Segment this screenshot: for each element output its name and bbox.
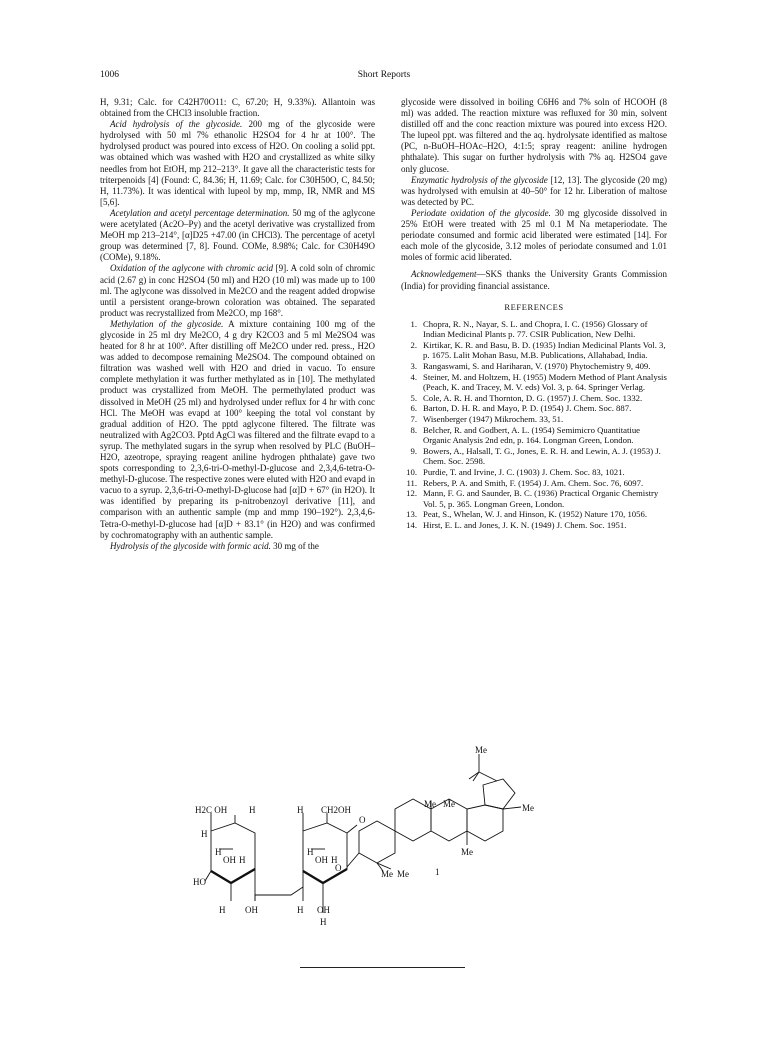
reference-number: 6. (410, 403, 417, 414)
reference-text: Chopra, R. N., Nayar, S. L. and Chopra, I. C. (1956) Glossary of Indian Medicinal Plants p. 77. CSIR Publication, New Delhi. (423, 318, 648, 340)
page-number: 1006 (100, 70, 119, 80)
reference-number: 2. (410, 339, 417, 350)
left-column (100, 97, 375, 552)
reference-number: 9. (410, 445, 417, 456)
reference-item (401, 520, 667, 531)
reference-number: 10. (406, 467, 417, 477)
reference-item (401, 467, 667, 478)
sugar2-h-top-label: H (297, 805, 304, 815)
sugar2-h-left-label: H (307, 847, 314, 857)
right-paragraphs (401, 97, 667, 263)
references-list (401, 319, 667, 531)
reference-text: Cole, A. R. H. and Thornton, D. G. (1957) J. Chem. Soc. 1332. (423, 392, 643, 403)
right-paragraph (401, 208, 667, 263)
left-paragraph (100, 319, 375, 541)
reference-number: 12. (406, 488, 417, 499)
paragraph-text: [9]. A cold soln of chromic acid (2.67 g) in conc H2SO4 (50 ml) and H2O (10 ml) was made up to 100 ml. The aglycone was dissolved in Me2CO and the reagent added dropwise until a persistent orange-brown coloration was obtained. The separated product was recrystallized from Me2CO, mp 168°. (100, 263, 375, 318)
reference-text: Bowers, A., Halsall, T. G., Jones, E. R. H. and Lewin, A. J. (1953) J. Chem. Soc. 2598. (423, 445, 661, 467)
reference-text: Mann, F. G. and Saunder, B. C. (1936) Practical Organic Chemistry Vol. 5, p. 365. Longman Green, London. (423, 488, 659, 509)
acknowledgement-label: Acknowledgement (411, 269, 477, 280)
reference-item (401, 403, 667, 414)
reference-item (401, 446, 667, 467)
left-paragraphs (100, 97, 375, 552)
reference-item (401, 393, 667, 404)
right-paragraph (401, 97, 667, 175)
sugar1-oh-mid-label: OH (223, 855, 236, 865)
reference-item (401, 414, 667, 425)
ring-oxygen-label: O (359, 815, 366, 825)
sugar1-h-left-label: H (201, 829, 208, 839)
reference-text: Hirst, E. L. and Jones, J. K. N. (1949) J. Chem. Soc. 1951. (423, 519, 627, 530)
me-gem-label-1: Me (381, 869, 393, 879)
reference-item (401, 509, 667, 520)
references-title: REFERENCES (504, 301, 564, 312)
sugar2-oh-bottom-label: OH (317, 905, 330, 915)
paragraph-text: 200 mg of the glycoside were hydrolysed with 50 ml 7% ethanolic H2SO4 for 4 hr at 100°. The hydrolysed product was poured into excess of H2O. On cooling a solid ppt. was obtained which was washed with H2O and crystallized as white silky needles from hot EtOH, mp 212–213°. It gave all the characteristic tests for triterpenoids [4] (Found: C, 84.36; H, 11.69; Calc. for C30H50O, C, 84.50; H, 11.73%). It was identical with lupeol by mp, mmp, IR, NMR and MS [5,6]. (100, 119, 375, 207)
paragraph-text: glycoside were dissolved in boiling C6H6 and 7% soln of HCOOH (8 ml) was added. The reaction mixture was refluxed for 30 min, solvent distilled off and the conc reaction mixture was poured into excess H2O. The lupeol ppt. was filtered and the aq. hydrolysate identified as maltose (PC, n-BuOH–HOAc–H2O, 4:1:5; spray reagent: aniline hydrogen phthalate). This sugar on further hydrolysis with 7% aq. H2SO4 gave only glucose. (401, 97, 667, 174)
reference-text: Rebers, P. A. and Smith, F. (1954) J. Am. Chem. Soc. 76, 6097. (423, 477, 644, 488)
reference-text: Peat, S., Whelan, W. J. and Hinson, K. (1952) Nature 170, 1056. (423, 509, 647, 520)
reference-text: Purdie, T. and Irvine, J. C. (1903) J. Chem. Soc. 83, 1021. (423, 467, 625, 477)
section-heading: Enzymatic hydrolysis of the glycoside (411, 174, 548, 185)
acknowledgement (401, 269, 667, 291)
me-right-label: Me (522, 803, 534, 813)
reference-text: Rangaswami, S. and Hariharan, V. (1970) Phytochemistry 9, 409. (423, 361, 651, 372)
sugar1-h-top-label: H (249, 805, 256, 815)
right-column (401, 97, 667, 531)
me-label-2: Me (443, 799, 455, 809)
reference-item (401, 488, 667, 509)
section-heading: Methylation of the glycoside. (110, 318, 224, 329)
reference-number: 4. (410, 371, 417, 382)
sugar2-h-mid-label: H (331, 855, 338, 865)
reference-text: Steiner, M. and Holtzem, H. (1955) Modern Method of Plant Analysis (Peach, K. and Tracey, M. V. eds) Vol. 3, p. 64. Springer Verlag. (423, 371, 667, 393)
sugar1-oh-bottom-label: OH (245, 905, 258, 915)
footer-rule (300, 967, 465, 968)
chemical-structure (195, 745, 595, 930)
reference-item (401, 361, 667, 372)
section-heading: Hydrolysis of the glycoside with formic acid. (110, 540, 271, 551)
sugar2-h-bottom-label: H (297, 905, 304, 915)
left-paragraph (100, 208, 375, 263)
sugar2-oh-mid-label: OH (315, 855, 328, 865)
reference-text: Belcher, R. and Godbert, A. L. (1954) Semimicro Quantitatiue Organic Analysis 2nd edn, p. 164. Longman Green, London. (423, 424, 641, 446)
me-bottom-label: Me (461, 847, 473, 857)
reference-item (401, 372, 667, 393)
reference-number: 5. (410, 392, 417, 403)
sugar1-ch2oh-label: H2C OH (195, 805, 228, 815)
sugar1-ho-label: HO (193, 877, 206, 887)
left-paragraph (100, 263, 375, 318)
paragraph-text: 50 mg of the aglycone were acetylated (Ac2O–Py) and the acetyl derivative was crystallized from MeOH mp 213–214°, [α]D25 +47.00 (in CHCl3). The percentage of acetyl group was determined [7, 8]. Found. COMe, 8.98%; Calc. for C30H49O (COMe), 9.18%. (100, 207, 375, 263)
me-top-label: Me (475, 745, 487, 755)
reference-number: 8. (410, 424, 417, 435)
paragraph-text: H, 9.31; Calc. for C42H70O11: C, 67.20; H, 9.33%). Allantoin was obtained from the CHCl3 insoluble fraction. (100, 97, 375, 119)
sugar1-h-bottom-label: H (219, 905, 226, 915)
sugar1-h-in-label: H (215, 847, 222, 857)
left-paragraph (100, 119, 375, 208)
reference-item (401, 478, 667, 489)
me-label-1: Me (424, 799, 436, 809)
sugar2-ch2oh-label: CH2OH (321, 805, 352, 815)
sugar2-h-terminal-label: H (320, 917, 327, 927)
ring-oxygen-sugar-label: O (335, 863, 342, 873)
reference-item (401, 425, 667, 446)
left-paragraph (100, 541, 375, 552)
reference-number: 13. (406, 509, 417, 520)
reference-text: Kirtikar, K. R. and Basu, B. D. (1935) Indian Medicinal Plants Vol. 3, p. 1675. Lalit Mohan Basu, M.B. Publications, Allahabad, India. (423, 339, 666, 361)
section-heading: Acid hydrolysis of the glycoside. (110, 119, 243, 130)
section-heading: Periodate oxidation of the glycoside. (411, 207, 551, 218)
compound-number: 1 (435, 867, 440, 877)
paragraph-text: A mixture containing 100 mg of the glycoside in 25 ml dry Me2CO, 4 g dry K2CO3 and 5 ml Me2SO4 was heated for 8 hr at 100°. After distilling off Me2CO under red. press., H2O was added to decompose remaining Me2SO4. The compound obtained on filtration was washed well with H2O and dried in vacuo. To ensure complete methylation it was further methylated as in [10]. The methylated product was crystallized from MeOH. The permethylated product was dissolved in MeOH (25 ml) and hydrolysed under reflux for 4 hr with conc HCl. The MeOH was evapd at 100° keeping the total vol constant by gradual addition of H2O. The pptd aglycone filtered. The filtrate was neutralized with Ag2CO3. Pptd AgCl was filtered and the filtrate evapd to a syrup. The methylated sugars in the syrup when resolved by PLC (BuOH–H2O, azeotrope, spraying reagent aniline hydrogen phthalate) gave two spots corresponding to 2,3,6-tri-O-methyl-D-glucose and 2,3,4,6-tetra-O-methyl-D-glucose. The respective zones were eluted with H2O and evapd in vacuo to a syrup. 2,3,6-tri-O-methyl-D-glucose had [α]D + 67° (in H2O). It was identified by preparing its p-nitrobenzoyl derivative [11], and comparison with an authentic sample (mp and mmp 190–192°). 2,3,4,6-Tetra-O-methyl-D-glucose had [α]D + 83.1° (in H2O) and was confirmed by cochromatography with an authentic sample. (100, 318, 375, 540)
me-gem-label-2: Me (397, 869, 409, 879)
reference-number: 1. (410, 318, 417, 329)
reference-item (401, 319, 667, 340)
reference-item (401, 340, 667, 361)
paragraph-text: 30 mg glycoside dissolved in 25% EtOH were treated with 25 ml 0.1 M Na metaperiodate. The periodate consumed and formic acid liberated were estimated [14]. For each mole of the glycoside, 3.12 moles of periodate consumed and 1.01 moles of formic acid liberated. (401, 207, 667, 263)
page-header (100, 70, 668, 84)
section-heading: Oxidation of the aglycone with chromic acid (110, 263, 273, 274)
reference-number: 7. (410, 414, 417, 425)
section-heading: Acetylation and acetyl percentage determination. (110, 207, 290, 218)
reference-number: 3. (410, 361, 417, 372)
right-paragraph (401, 175, 667, 208)
reference-text: Barton, D. H. R. and Mayo, P. D. (1954) J. Chem. Soc. 887. (423, 403, 632, 414)
left-paragraph (100, 97, 375, 119)
reference-number: 11. (406, 477, 417, 488)
paragraph-text: 30 mg of the (270, 540, 319, 551)
sugar1-h-mid-label: H (239, 855, 246, 865)
acknowledgement-text: —SKS thanks the University Grants Commission (India) for providing financial assistance. (401, 269, 667, 291)
paragraph-text: [12, 13]. The glycoside (20 mg) was hydrolysed with emulsin at 40–50° for 12 hr. Liberation of maltose was detected by PC. (401, 174, 668, 207)
running-head: Short Reports (357, 70, 411, 80)
reference-number: 14. (406, 519, 417, 530)
reference-text: Wisenberger (1947) Mikrochem. 33, 51. (423, 414, 564, 425)
